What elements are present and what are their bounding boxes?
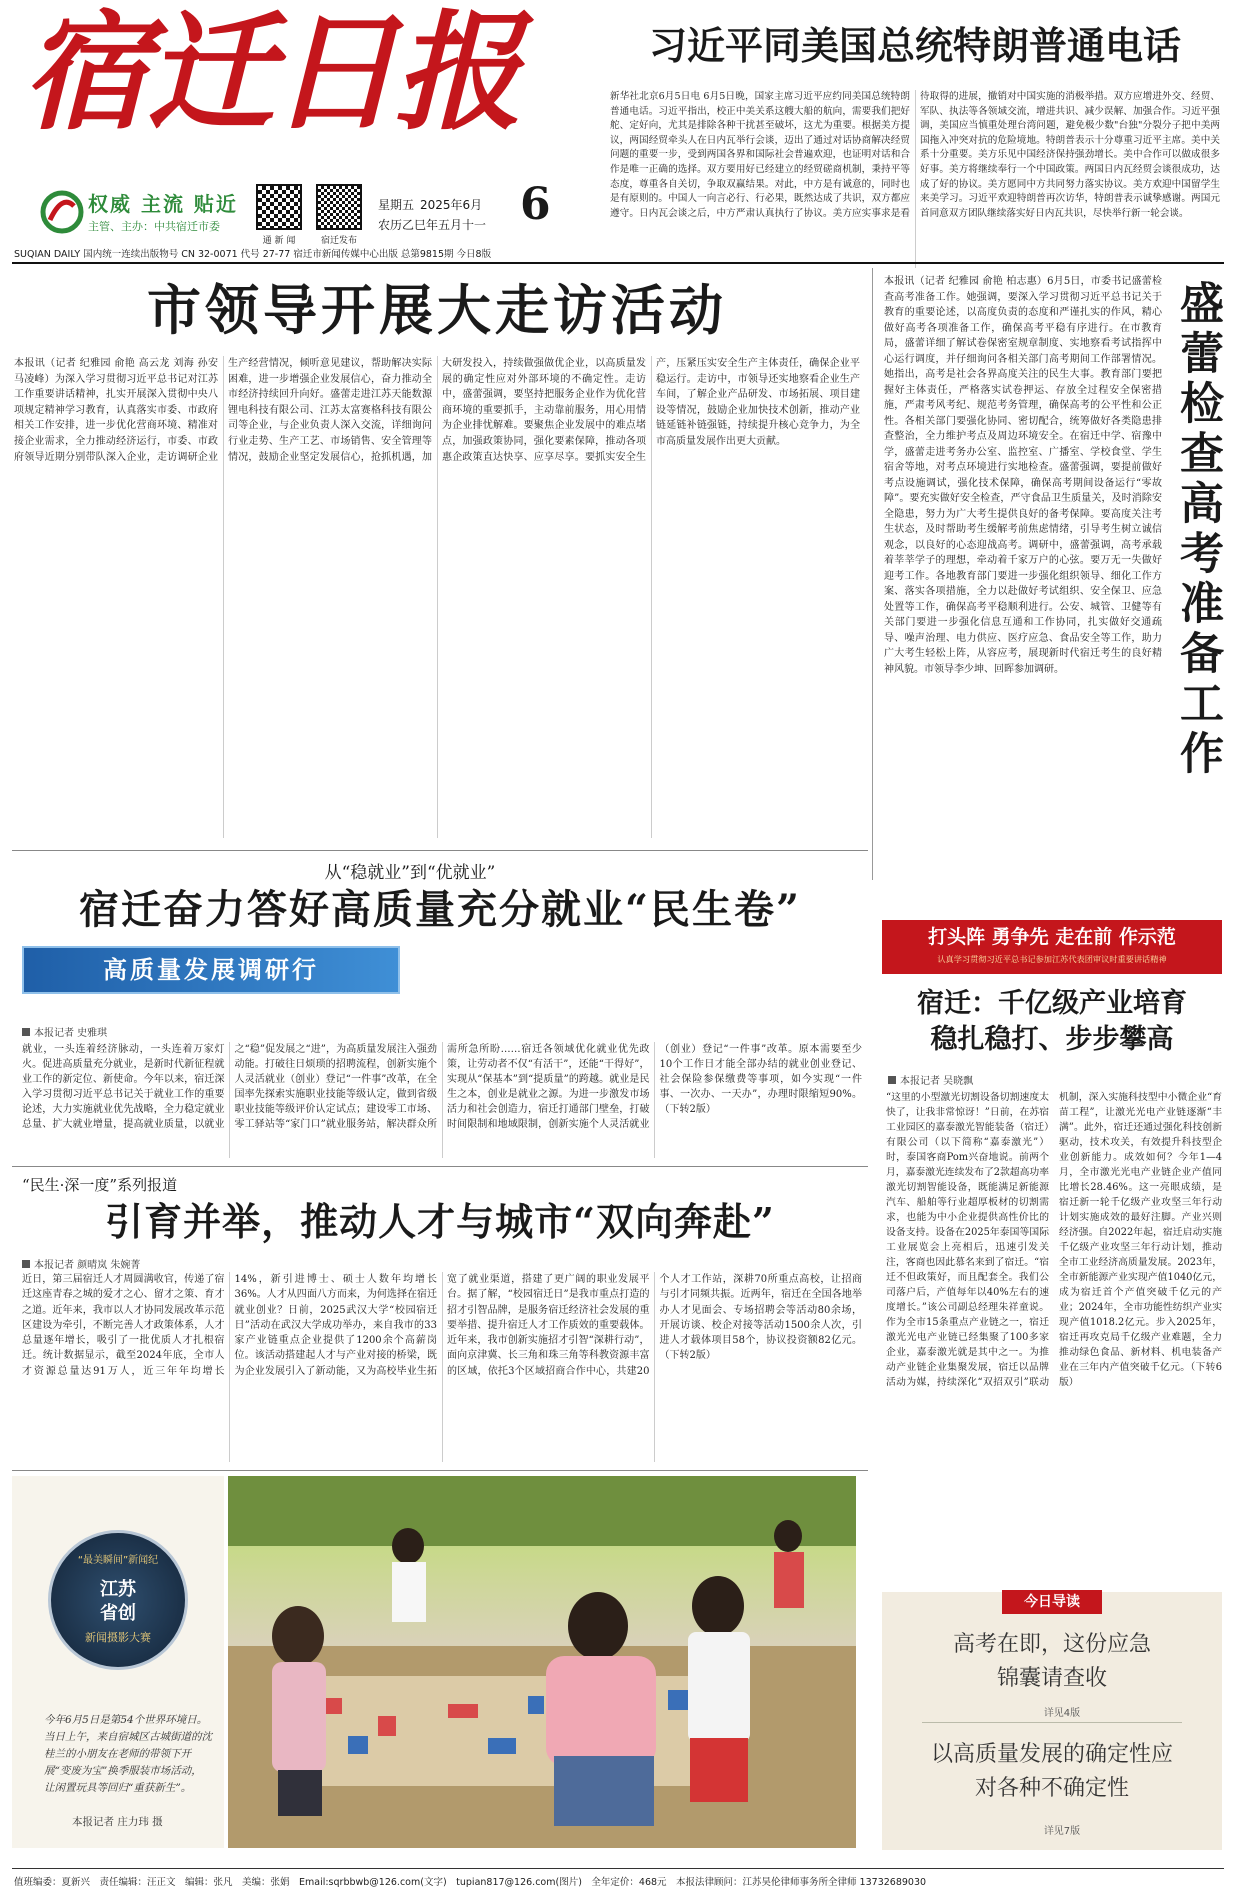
talent-byline xyxy=(22,1256,140,1271)
qr-code-2 xyxy=(316,184,362,230)
qr-label-2: 宿迁发布 xyxy=(320,236,357,246)
slogan-logo-icon xyxy=(40,190,84,234)
guide-divider xyxy=(922,1722,1182,1723)
lead-story xyxy=(610,22,1220,258)
masthead-divider xyxy=(12,262,1224,264)
photo-caption: 今年6月5日是第54个世界环境日。当日上午，来自宿城区古城街道的沈桂兰的小朋友在老师的带领下开展“变废为宝”换季服装市场活动，让闲置玩具等回归“重获新生”。 xyxy=(44,1714,212,1794)
lunar-date: 农历乙巳年五月十一 xyxy=(378,218,487,232)
industry-body: “这里的小型激光切割设备切割速度太快了，让我非常惊讶！”日前，在苏宿工业园区的嘉泰激光智能装备（宿迁）有限公司（以下简称“嘉泰激光”）时，泰国客商Pom兴奋地说。前两个月，嘉泰激光连续发布了2款超高功率激光切割智能设备，既能满足新能源汽车、船舶等行业超厚板材的切割需求，也能为中小企业提供高性价比的设备支持。设备在2025年泰国等国际工业展览会上亮相后，迅速引发关注，客商也因此慕名来到了宿迁。“宿迁不但政策好，而且配套全。我们公司落户后，产值每年以40%左右的速度增长。”该公司副总经理朱祥童说。作为全市15条重点产业链之一，宿迁激光光电产业链已经集聚了100多家企业，嘉泰激光就是其中之一。为推动产业链企业集聚发展，宿迁以品牌活动为媒，持续深化“双招双引”联动机制，深入实施科技型中小微企业“育苗工程”，让激光光电产业链逐渐“丰满”。此外，宿迁还通过强化科技创新驱动，技术攻关，有效提升科技型企业创新能力。成效如何？今年1—4月，全市激光光电产业链企业产值同比增长28.46%。这一亮眼成绩，是宿迁新一轮千亿级产业攻坚三年行动计划实施成效的最好注脚。产业兴则经济强。自2022年起，宿迁启动实施千亿级产业攻坚三年行动计划，推动全市工业经济高质量发展。2023年，全市新能源产业实现产值1040亿元，成为宿迁首个产值突破千亿元的产业；2024年，全市功能性纺织产业实现产值1018.2亿元。步入2025年，宿迁再攻克局千亿级产业难题，全力推动绿色食品、新材料、机电装备产业在三年内产值突破千亿元。（下转6版） xyxy=(886,1092,1222,1388)
news-photo xyxy=(12,1476,856,1848)
right-column-rule xyxy=(872,268,873,880)
employment-byline-text: 本报记者 史雅琪 xyxy=(34,1028,108,1039)
photo-image xyxy=(228,1476,856,1848)
badge-line-3: 省创 xyxy=(100,1603,136,1624)
qr-label-1: 通 新 闻 xyxy=(262,236,296,246)
guide-item-2-title[interactable]: 以高质量发展的确定性应对各种不确定性 xyxy=(930,1742,1173,1801)
talent-byline-text: 本报记者 颜晴岚 朱婉菁 xyxy=(34,1260,141,1271)
industry-byline xyxy=(888,1072,973,1087)
section-divider-2 xyxy=(12,1166,868,1167)
talent-headline[interactable]: 引育并举，推动人才与城市“双向奔赴” xyxy=(105,1199,775,1244)
talent-body: 近日，第三届宿迁人才周圆满收官，传递了宿迁这座青春之城的爱才之心、留才之策、育才之道。近年来，我市以人才协同发展改革示范区建设为牵引，不断完善人才政策体系，人才总量逐年增长，吸引了一批优质人才扎根宿迁。统计数据显示，截至2024年底，全市人才资源总量达91万人，近三年年均增长14%，新引进博士、硕士人数年均增长36%。人才从四面八方而来，为何选择在宿迁就业创业？日前，2025武汉大学“校园宿迁日”活动在武汉大学成功举办，来自我市的33家产业链重点企业提供了1200余个高薪岗位。该活动搭建起人才与产业对接的桥梁，既为企业发展引入了新动能，又为高校毕业生拓宽了就业渠道，搭建了更广阔的职业发展平台。据了解，“校园宿迁日”是我市重点打造的招才引智品牌，是服务宿迁经济社会发展的重要举措、提升宿迁人才工作质效的重要载体。近年来，我市创新实施招才引智“深耕行动”，面向京津冀、长三角和珠三角等科教资源丰富的区域，依托3个区域招商合作中心，共建20个人才工作站，深耕70所重点高校，让招商与引才同频共振。近两年，宿迁在全国各地举办人才见面会、专场招聘会等活动80余场，开展访谈、校企对接等活动1500余人次，引进人才载体项目58个，协议投资额82亿元。（下转2版） xyxy=(22,1274,862,1377)
footer-rule xyxy=(12,1868,1224,1869)
issue-date: 2025年6月 xyxy=(420,198,483,212)
research-banner-title: 高质量发展调研行 xyxy=(103,956,319,984)
newspaper-logo: 宿迁日报 xyxy=(22,0,519,148)
weekday: 星期五 xyxy=(378,198,415,212)
sidebar-story xyxy=(880,268,1226,880)
slogan: 权威 主流 贴近 xyxy=(88,192,238,216)
sidebar-body: 本报讯（记者 纪雅园 俞艳 柏志惠）6月5日，市委书记盛蕾检查高考准备工作。她强调，要深入学习贯彻习近平总书记关于教育的重要论述，以高度负责的态度和严谨扎实的作风，精心做好高考各项准备工作，确保高考平稳有序进行。在市教育局，盛蕾详细了解试卷保密室规章制度、实地察看考试指挥中心运行调度，并仔细询问各相关部门高考期间工作部署情况。她指出，高考是社会各界高度关注的民生大事。教育部门要把握好主体责任，严格落实试卷押运、存放全过程安全保密措施，严肃考风考纪、规范考务管理，确保高考的公平性和公正性。各相关部门要强化协同、密切配合，统筹做好各类隐患排查整治，全力维护考点及周边环境安全。在宿迁中学、宿豫中学，盛蕾走进考务办公室、监控室、广播室、学校食堂、学生宿舍等地，对考点环境进行实地检查。盛蕾强调，要提前做好考点设施调试，强化技术保障，确保高考期间设备运行“零故障”。要充实做好安全检查，严守食品卫生质量关，及时消除安全隐患，努力为广大考生提供良好的备考保障。要高度关注考生状态，及时帮助考生缓解考前焦虑情绪，引导考生树立诚信观念，以良好的心态迎战高考。调研中，盛蕾强调，高考承载着莘莘学子的理想，牵动着千家万户的心弦。要万无一失做好迎考工作。各地教育部门要进一步强化组织领导、细化工作方案、落实各项措施，全力以赴做好考试组织、安全保卫、应急处置等工作，确保高考平稳顺利进行。公安、城管、卫健等有关部门要进一步强化信息互通和工作协同，扎实做好交通疏导、噪声治理、电力供应、医疗应急、食品安全等工作，助力广大考生轻松上阵，从容应考，展现新时代宿迁考生的良好精神风貌。市领导李少坤、回晖参加调研。 xyxy=(884,276,1162,675)
badge-line-1: “最美瞬间”新闻纪 xyxy=(77,1555,159,1566)
day-number: 6 xyxy=(520,179,551,230)
research-banner xyxy=(22,946,400,994)
photo-credit: 本报记者 庄力玮 摄 xyxy=(72,1816,163,1828)
photo-contest-badge xyxy=(48,1530,188,1670)
industry-byline-text: 本报记者 吴晓飘 xyxy=(900,1076,974,1087)
industry-banner-subtitle: 认真学习贯彻习近平总书记参加江苏代表团审议时重要讲话精神 xyxy=(937,954,1167,964)
visits-body: 本报讯（记者 纪雅园 俞艳 高云龙 刘海 孙安 马凌峰）为深入学习贯彻习近平总书记对江苏工作重要讲话精神，扎实开展深入贯彻中央八项规定精神学习教育，认真落实市委、市政府相关工作安排，进一步优化营商环境、精准对接企业需求，全力推动经济运行，市委、市政府领导近期分别带队深入企业，走访调研企业生产经营情况，倾听意见建议，帮助解决实际困难，进一步增强企业发展信心，奋力推动全市经济持续回升向好。盛蕾走进江苏天能数源锂电科技有限公司、江苏太富赛格科技有限公司等企业，与企业负责人深入交流，详细询问行业走势、生产工艺、市场销售、安全管理等情况，鼓励企业坚定发展信心，抢抓机遇，加大研发投入，持续做强做优企业，以高质量发展的确定性应对外部环境的不确定性。走访中，盛蕾强调，要坚持把服务企业作为优化营商环境的重要抓手，主动靠前服务，用心用情为企业排忧解难。要聚焦企业发展中的难点堵点，加强政策协同，强化要素保障，推动各项惠企政策直达快享、应享尽享。要抓实安全生产，压紧压实安全生产主体责任，确保企业平稳运行。走访中，市领导还实地察看企业生产车间，了解企业产品研发、市场拓展、项目建设等情况，鼓励企业加快技术创新，推动产业链延链补链强链，持续提升核心竞争力，为全市高质量发展作出更大贡献。 xyxy=(14,358,860,463)
guide-item-1-page[interactable]: 详见4版 xyxy=(1043,1708,1081,1719)
industry-headline-2[interactable]: 稳扎稳打、步步攀高 xyxy=(930,1024,1174,1055)
caption-panel xyxy=(12,1476,224,1848)
sponsor: 主管、主办：中共宿迁市委 xyxy=(88,220,220,233)
badge-line-2: 江苏 xyxy=(100,1579,136,1600)
visits-headline[interactable]: 市领导开展大走访活动 xyxy=(147,279,727,342)
talent-kicker: “民生·深一度”系列报道 xyxy=(22,1176,178,1194)
employment-kicker: 从“稳就业”到“优就业” xyxy=(324,863,496,883)
industry-banner-title: 打头阵 勇争先 走在前 作示范 xyxy=(928,926,1176,948)
footer-credits: 值班编委：夏新兴 责任编辑：汪正文 编辑：张凡 美编：张娟 Email:sqrbbwb@126.com(文字) tupian817@126.com(图片) 全年定价：468元 本报法律顾问：江苏昊伦律师事务所全律师 13732689030 xyxy=(14,1877,927,1888)
employment-byline xyxy=(22,1024,107,1039)
section-divider-3 xyxy=(12,1470,868,1471)
employment-body: 就业，一头连着经济脉动，一头连着万家灯火。促进高质量充分就业，是新时代新征程就业工作的新定位、新使命。今年以来，宿迁深入学习贯彻习近平总书记关于就业工作的重要论述，大力实施就业优先战略，全力稳定就业总量、扩大就业增量，提高就业质量，以就业之“稳”促发展之“进”，为高质量发展注入强劲动能。打破往日烦琐的招聘流程，创新实施个人灵活就业（创业）登记“一件事”改革，在全国率先探索实施职业技能等级认定，做到省级职业技能等级评价认定试点；建设零工市场、零工驿站等“家门口”就业服务站，解决群众所需所急所盼……宿迁各领域优化就业优先政策，让劳动者不仅“有活干”，还能“干得好”，实现从“保基本”到“提质量”的跨越。就业是民生之本，创业是就业之源。为进一步激发市场活力和社会创造力，宿迁打通部门壁垒，打破时间限制和地域限制，创新实施个人灵活就业（创业）登记“一件事”改革。原本需要至少10个工作日才能全部办结的就业创业登记、社会保险参保缴费等事项，如今实现“一件事、一次办、一天办”，办理时限缩短90%。（下转2版） xyxy=(22,1044,862,1130)
lead-headline[interactable]: 习近平同美国总统特朗普通电话 xyxy=(648,24,1181,68)
lead-body: 新华社北京6月5日电 6月5日晚，国家主席习近平应约同美国总统特朗普通电话。习近平指出，校正中美关系这艘大船的航向，需要我们把好舵、定好向，尤其是排除各种干扰甚至破坏，这尤为重要。根据美方提议，两国经贸牵头人在日内瓦举行会谈，迈出了通过对话协商解决经贸问题的重要一步，受到两国各界和国际社会普遍欢迎，也证明对话和合作是唯一正确的选择。双方要用好已经建立的经贸磋商机制，秉持平等态度，尊重各自关切，争取双赢结果。对此，中方是有诚意的，同时也是有原则的。中国人一向言必行、行必果，既然达成了共识，双方都应遵守。日内瓦会谈之后，中方严肃认真执行了协议。美方应实事求是看待取得的进展，撤销对中国实施的消极举措。双方应增进外交、经贸、军队、执法等各领域交流，增进共识、减少误解、加强合作。习近平强调，美国应当慎重处理台湾问题，避免极少数"台独"分裂分子把中美两国拖入冲突对抗的危险境地。特朗普表示十分尊重习近平主席。美中关系十分重要。美方乐见中国经济保持强劲增长。美中合作可以做成很多好事。美方将继续奉行一个中国政策。两国日内瓦经贸会谈很成功，达成了好的协议。美方愿同中方共同努力落实协议。美方欢迎中国留学生来美学习。习近平欢迎特朗普再次访华，特朗普表示诚挚感谢。两国元首同意双方团队继续落实好日内瓦共识，尽快举行新一轮会谈。 xyxy=(610,91,1220,219)
today-guide xyxy=(882,1592,1222,1850)
industry-banner xyxy=(882,920,1222,974)
section-divider-1 xyxy=(12,850,868,851)
sidebar-headline[interactable]: 盛蕾检查高考准备工作 xyxy=(1172,280,1223,780)
employment-headline[interactable]: 宿迁奋力答好高质量充分就业“民生卷” xyxy=(78,886,801,933)
guide-item-2-page[interactable]: 详见7版 xyxy=(1043,1826,1081,1837)
badge-line-4: 新闻摄影大赛 xyxy=(85,1631,151,1644)
industry-headline-1[interactable]: 宿迁：千亿级产业培育 xyxy=(917,988,1187,1019)
guide-header: 今日导读 xyxy=(1002,1590,1102,1614)
qr-code-1 xyxy=(256,184,302,230)
guide-item-1-title[interactable]: 高考在即，这份应急锦囊请查收 xyxy=(952,1632,1151,1691)
publication-info: SUQIAN DAILY 国内统一连续出版物号 CN 32-0071 代号 27-77 宿迁市新闻传媒中心出版 总第9815期 今日8版 xyxy=(14,249,492,260)
